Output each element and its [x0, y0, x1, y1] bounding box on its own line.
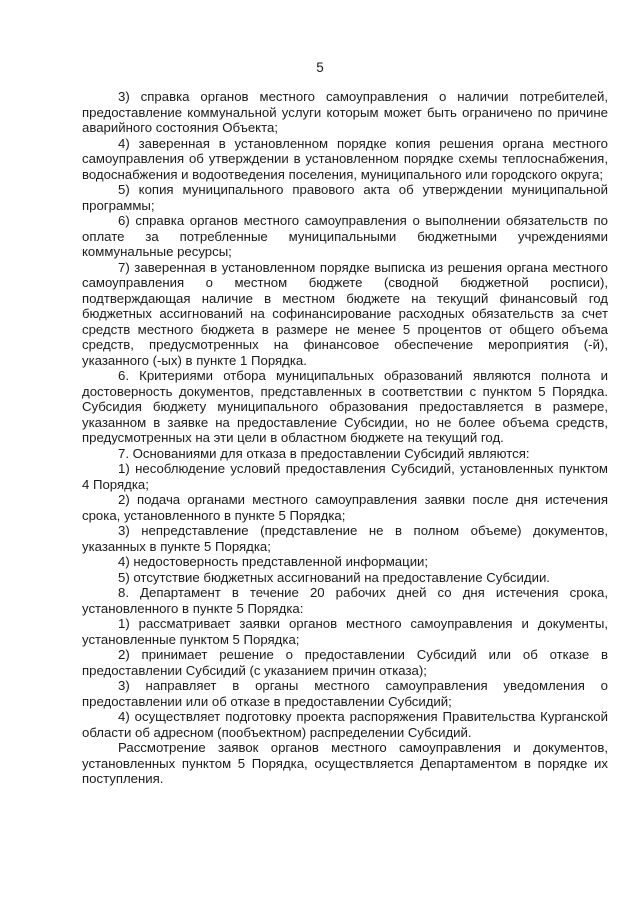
paragraph: 7) заверенная в установленном порядке выписка из решения органа местного самоуправления о местном бюджете (сводной бюджетной росписи), подтверждающая наличие в местном бюджете на текущий финансовый год бюджетных ассигнований на софинансирование расходных обязательств за счет средств местного бюджета в размере не менее 5 процентов от общего объема средств, предусмотренных на финансовое обеспечение мероприятия (-й), указанного (-ых) в пункте 1 Порядка.	[82, 259, 608, 368]
paragraph: 4) недостоверность представленной информации;	[118, 554, 429, 569]
paragraph: Рассмотрение заявок органов местного самоуправления и документов, установленных пунктом 5 Порядка, осуществляется Департаментом в порядке их поступления.	[82, 740, 608, 786]
document-body	[82, 89, 608, 787]
paragraph: 2) принимает решение о предоставлении Субсидий или об отказе в предоставлении Субсидий (с указанием причин отказа);	[82, 647, 608, 678]
page-number: 5	[316, 60, 324, 75]
paragraph: 3) направляет в органы местного самоуправления уведомления о предоставлении или об отказе в предоставлении Субсидий;	[82, 678, 608, 709]
paragraph: 4) заверенная в установленном порядке копия решения органа местного самоуправления об утверждении в установленном порядке схемы теплоснабжения, водоснабжения и водоотведения поселения, муниципального или городского округа;	[82, 135, 608, 182]
paragraph: 7. Основаниями для отказа в предоставлении Субсидий являются:	[118, 445, 530, 461]
paragraph: 6) справка органов местного самоуправления о выполнении обязательств по оплате за потребленные муниципальными бюджетными учреждениями коммунальные ресурсы;	[82, 213, 608, 259]
paragraph: 3) непредставление (представление не в полном объеме) документов, указанных в пункте 5 Порядка;	[82, 523, 608, 554]
paragraph: 1) несоблюдение условий предоставления Субсидий, установленных пунктом 4 Порядка;	[82, 461, 608, 492]
paragraph: 8. Департамент в течение 20 рабочих дней со дня истечения срока, установленного в пункте 5 Порядка:	[82, 585, 608, 616]
paragraph: 5) отсутствие бюджетных ассигнований на предоставление Субсидии.	[118, 569, 550, 585]
paragraph: 3) справка органов местного самоуправления о наличии потребителей, предоставление коммунальной услуги которым может быть ограничено по причине аварийного состояния Объекта;	[82, 89, 608, 135]
paragraph: 4) осуществляет подготовку проекта распоряжения Правительства Курганской области об адресном (пообъектном) распределении Субсидий.	[82, 709, 608, 740]
paragraph: 6. Критериями отбора муниципальных образований являются полнота и достоверность документов, представленных в соответствии с пунктом 5 Порядка. Субсидия бюджету муниципального образования предоставляется в размере, указанном в заявке на предоставление Субсидии, но не более объема средств, предусмотренных на эти цели в областном бюджете на текущий год.	[82, 368, 608, 445]
paragraph: 5) копия муниципального правового акта об утверждении муниципальной программы;	[82, 182, 608, 213]
paragraph: 2) подача органами местного самоуправления заявки после дня истечения срока, установленного в пункте 5 Порядка;	[82, 492, 608, 523]
paragraph: 1) рассматривает заявки органов местного самоуправления и документы, установленные пунктом 5 Порядка;	[82, 616, 608, 647]
